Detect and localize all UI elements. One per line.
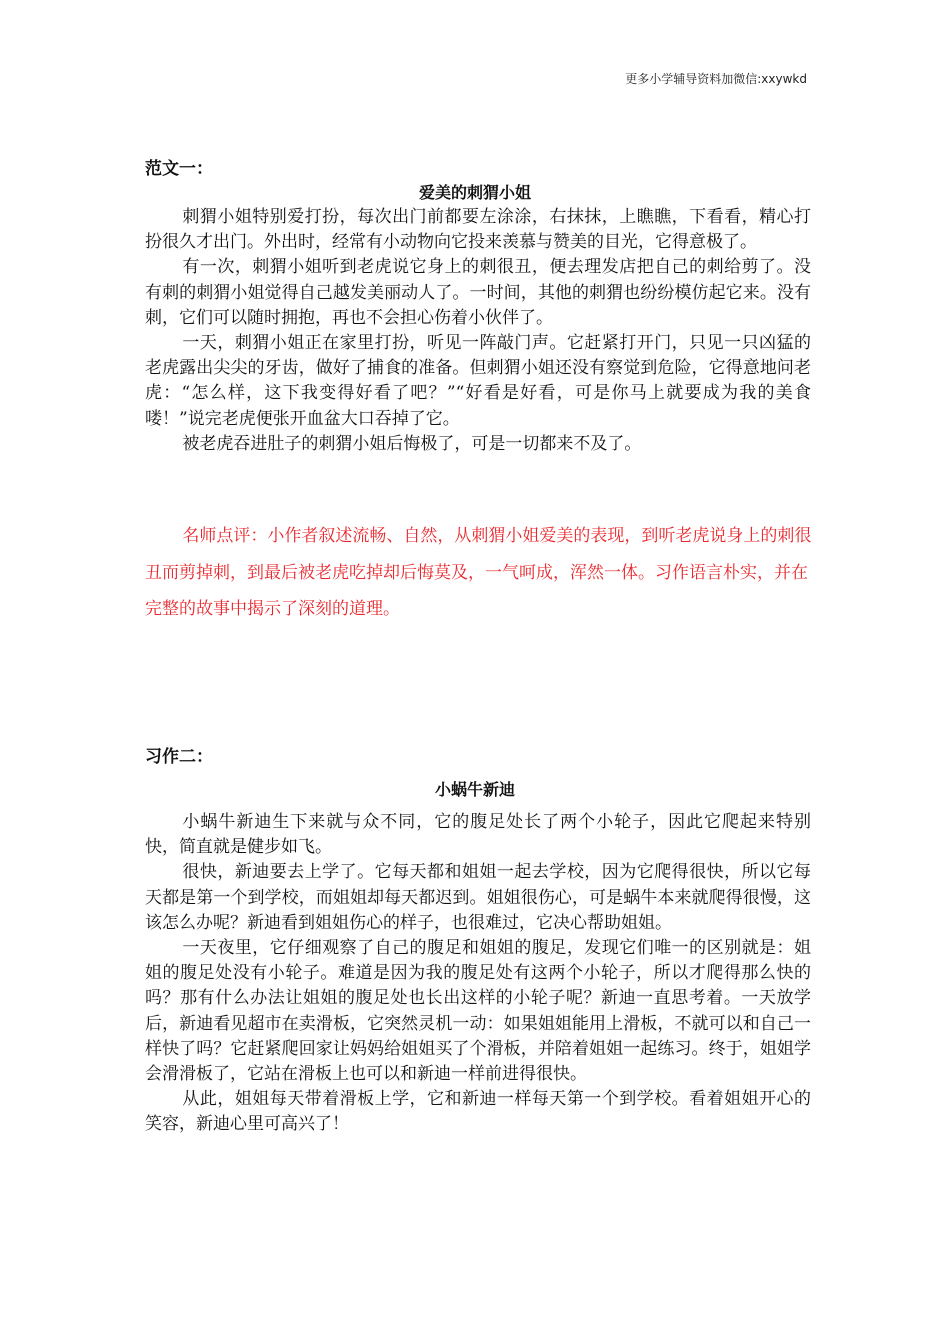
essay1-paragraph: 被老虎吞进肚子的刺猬小姐后悔极了，可是一切都来不及了。	[182, 433, 642, 454]
essay1-label: 范文一：	[145, 159, 213, 179]
essay2-body	[145, 810, 811, 1138]
essay2-paragraph: 小蜗牛新迪生下来就与众不同，它的腹足处长了两个小轮子，因此它爬起来特别快，简直就是健步如飞。	[145, 812, 811, 858]
essay2-paragraph: 很快，新迪要去上学了。它每天都和姐姐一起去学校，因为它爬得很快，所以它每天都是第一个到学校，而姐姐却每天都迟到。姐姐很伤心，可是蜗牛本来就爬得很慢，这该怎么办呢？新迪看到姐姐伤心的样子，也很难过，它决心帮助姐姐。	[145, 862, 811, 933]
header-note: 更多小学辅导资料加微信:xxywkd	[625, 72, 807, 86]
essay2-paragraph: 一天夜里，它仔细观察了自己的腹足和姐姐的腹足，发现它们唯一的区别就是：姐姐的腹足处没有小轮子。难道是因为我的腹足处有这两个小轮子，所以才爬得那么快的吗？那有什么办法让姐姐的腹足处也长出这样的小轮子呢？新迪一直思考着。一天放学后，新迪看见超市在卖滑板，它突然灵机一动：如果姐姐能用上滑板，不就可以和自己一样快了吗？它赶紧爬回家让妈妈给姐姐买了个滑板，并陪着姐姐一起练习。终于，姐姐学会滑滑板了，它站在滑板上也可以和新迪一样前进得很快。	[145, 938, 811, 1085]
essay1-title: 爱美的刺猬小姐	[418, 183, 531, 202]
teacher-review: 名师点评：小作者叙述流畅、自然，从刺猬小姐爱美的表现，到听老虎说身上的刺很丑而剪掉刺，到最后被老虎吃掉却后悔莫及，一气呵成，浑然一体。习作语言朴实，并在完整的故事中揭示了深刻的道理。	[145, 526, 812, 619]
essay2-label: 习作二：	[145, 747, 213, 767]
essay1-body	[145, 205, 811, 457]
essay2-title: 小蜗牛新迪	[434, 780, 515, 799]
essay1-paragraph: 刺猬小姐特别爱打扮，每次出门前都要左涂涂，右抹抹，上瞧瞧，下看看，精心打扮很久才出门。外出时，经常有小动物向它投来羡慕与赞美的目光，它得意极了。	[145, 207, 811, 253]
essay1-paragraph: 一天，刺猬小姐正在家里打扮，听见一阵敲门声。它赶紧打开门，只见一只凶猛的老虎露出尖尖的牙齿，做好了捕食的准备。但刺猬小姐还没有察觉到危险，它得意地问老虎：“怎么样，这下我变得好看了吧？”“好看是好看，可是你马上就要成为我的美食喽！”说完老虎便张开血盆大口吞掉了它。	[145, 333, 811, 429]
essay2-paragraph: 从此，姐姐每天带着滑板上学，它和新迪一样每天第一个到学校。看着姐姐开心的笑容，新迪心里可高兴了！	[145, 1089, 811, 1135]
essay1-paragraph: 有一次，刺猬小姐听到老虎说它身上的刺很丑，便去理发店把自己的刺给剪了。没有刺的刺猬小姐觉得自己越发美丽动人了。一时间，其他的刺猬也纷纷模仿起它来。没有刺，它们可以随时拥抱，再也不会担心伤着小伙伴了。	[145, 257, 811, 328]
